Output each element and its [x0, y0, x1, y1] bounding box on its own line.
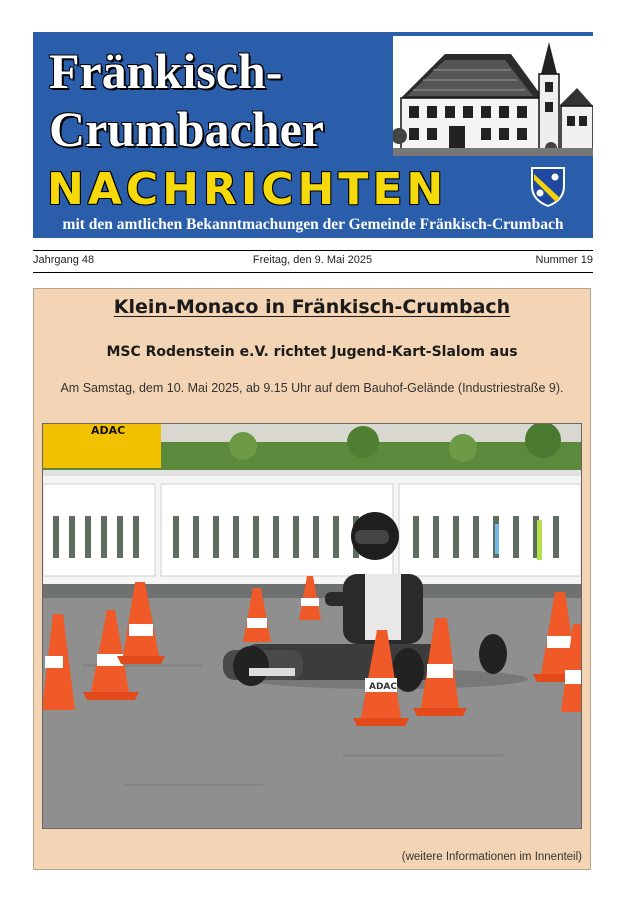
municipal-crest-icon: [530, 166, 566, 208]
feature-article: [33, 288, 591, 870]
article-lead: Am Samstag, dem 10. Mai 2025, ab 9.15 Uhr auf dem Bauhof-Gelände (Industriestraße 9).: [60, 381, 564, 395]
cone-adac-text: ADAC: [369, 682, 398, 692]
issue-volume: Jahrgang 48: [33, 254, 95, 266]
article-footnote: (weitere Informationen im Innenteil): [401, 851, 582, 863]
newspaper-title-line-1: Fränkisch-: [49, 43, 283, 99]
masthead-subline: mit den amtlichen Bekanntmachungen der Gemeinde Fränkisch-Crumbach: [62, 216, 564, 233]
article-headline: Klein-Monaco in Fränkisch-Crumbach: [113, 296, 511, 318]
banner-adac-text: ADAC: [91, 424, 126, 437]
issue-date: Freitag, den 9. Mai 2025: [252, 254, 373, 266]
divider-top: [33, 250, 593, 251]
newspaper-title-nachrichten: NACHRICHTEN: [47, 164, 448, 215]
newspaper-title-line-2: Crumbacher: [49, 101, 324, 157]
village-houses-illustration: [393, 36, 593, 156]
masthead: [33, 32, 593, 238]
kart-slalom-photo: [42, 423, 582, 829]
divider-bottom: [33, 272, 593, 273]
issue-number: Nummer 19: [535, 254, 593, 266]
article-subheadline: MSC Rodenstein e.V. richtet Jugend-Kart-Slalom aus: [106, 344, 518, 360]
